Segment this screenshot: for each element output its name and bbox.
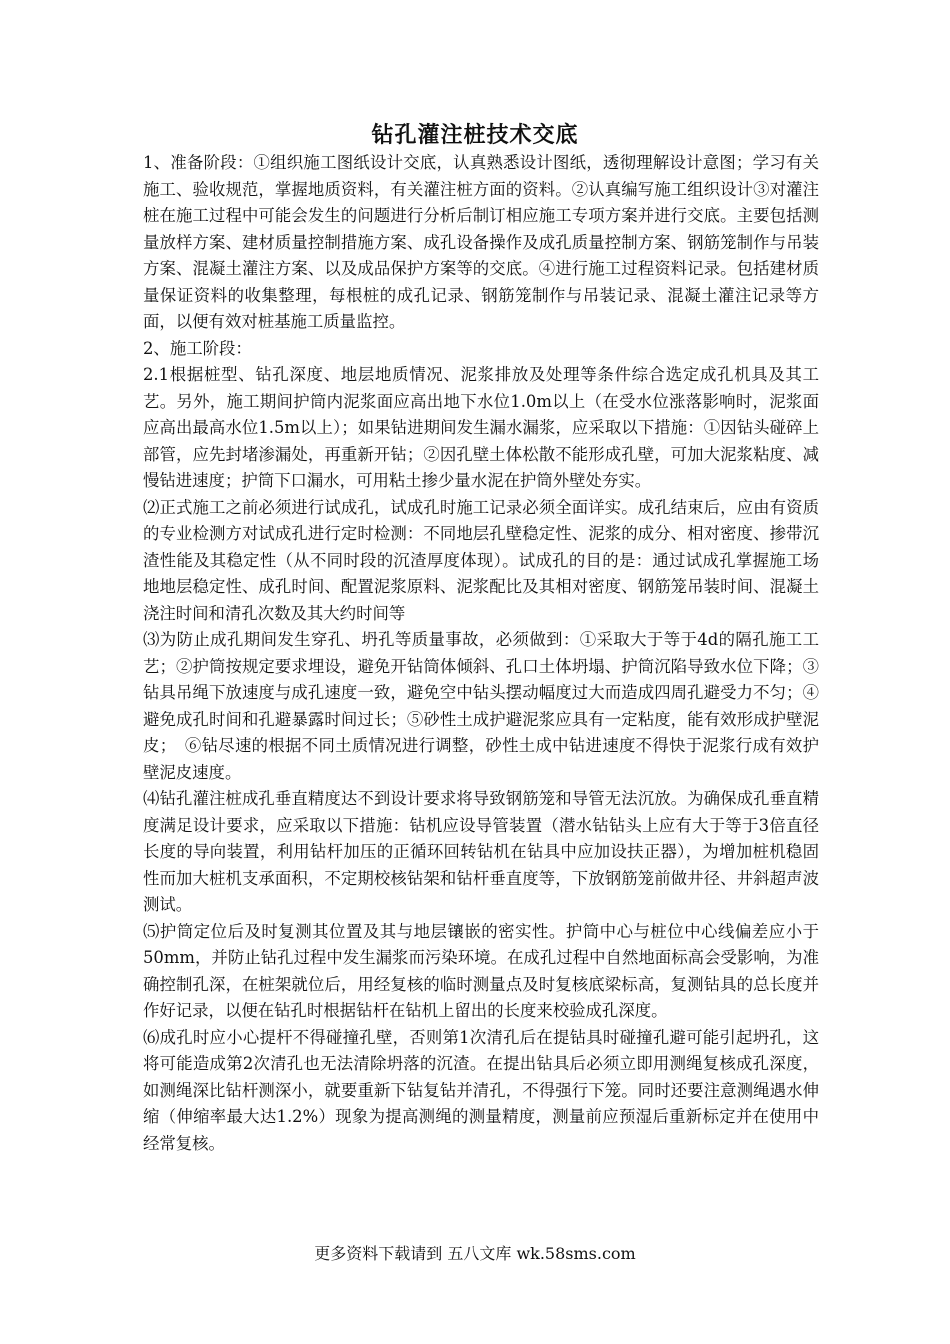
document-body bbox=[143, 150, 819, 1157]
paragraph-3-collapse-prevention: ⑶为防止成孔期间发生穿孔、坍孔等质量事故，必须做到：①采取大于等于4d的隔孔施工工艺；②护筒按规定要求埋设，避免开钻筒体倾斜、孔口土体坍塌、护筒沉陷导致水位下降；③钻具吊绳下放速度与成孔速度一致，避免空中钻头摆动幅度过大而造成四周孔避受力不匀；④避免成孔时间和孔避暴露时间过长；⑤砂性土成护避泥浆应具有一定粘度，能有效形成护壁泥皮； ⑥钻尽速的根据不同土质情况进行调整，砂性土成中钻进速度不得快于泥浆行成有效护壁泥皮速度。 bbox=[143, 630, 819, 782]
page-footer: 更多资料下载请到 五八文库 wk.58sms.com bbox=[314, 1244, 636, 1263]
paragraph-construction-stage-heading: 2、施工阶段： bbox=[143, 338, 252, 358]
document-title: 钻孔灌注桩技术交底 bbox=[371, 122, 579, 148]
paragraph-5-casing-position: ⑸护筒定位后及时复测其位置及其与地层镶嵌的密实性。护筒中心与桩位中心线偏差应小于50mm，并防止钻孔过程中发生漏浆而污染环境。在成孔过程中自然地面标高会受影响，为准确控制孔深，在桩架就位后，用经复核的临时测量点及时复核底梁标高，复测钻具的总长度并作好记录，以便在钻孔时根据钻杆在钻机上留出的长度来校验成孔深度。 bbox=[143, 921, 819, 1020]
paragraph-2-1-drilling-equipment: 2.1根据桩型、钻孔深度、地层地质情况、泥浆排放及处理等条件综合选定成孔机具及其工艺。另外，施工期间护筒内泥浆面应高出地下水位1.0m以上（在受水位涨落影响时，泥浆面应高出最高水位1.5m以上）；如果钻进期间发生漏水漏浆，应采取以下措施：①因钻头碰碎上部管，应先封堵渗漏处，再重新开钻；②因孔壁土体松散不能形成孔壁，可加大泥浆粘度、减慢钻进速度；护筒下口漏水，可用粘土掺少量水泥在护筒外壁处夯实。 bbox=[143, 365, 819, 490]
paragraph-preparation-stage: 1、准备阶段：①组织施工图纸设计交底，认真熟悉设计图纸，透彻理解设计意图；学习有关施工、验收规范，掌握地质资料，有关灌注桩方面的资料。②认真编写施工组织设计③对灌注桩在施工过程中可能会发生的问题进行分析后制订相应施工专项方案并进行交底。主要包括测量放样方案、建材质量控制措施方案、成孔设备操作及成孔质量控制方案、钢筋笼制作与吊装方案、混凝土灌注方案、以及成品保护方案等的交底。④进行施工过程资料记录。包括建材质量保证资料的收集整理，每根桩的成孔记录、钢筋笼制作与吊装记录、混凝土灌注记录等方面，以便有效对桩基施工质量监控。 bbox=[143, 153, 819, 331]
paragraph-2-trial-hole: ⑵正式施工之前必须进行试成孔，试成孔时施工记录必须全面详实。成孔结束后，应由有资质的专业检测方对试成孔进行定时检测：不同地层孔壁稳定性、泥浆的成分、相对密度、掺带沉渣性能及其稳定性（从不同时段的沉渣厚度体现）。试成孔的目的是：通过试成孔掌握施工场地地层稳定性、成孔时间、配置泥浆原料、泥浆配比及其相对密度、钢筋笼吊装时间、混凝土浇注时间和清孔次数及其大约时间等 bbox=[143, 497, 819, 623]
paragraph-6-hole-cleaning: ⑹成孔时应小心提杆不得碰撞孔壁，否则第1次清孔后在提钻具时碰撞孔避可能引起坍孔，这将可能造成第2次清孔也无法清除坍落的沉渣。在提出钻具后必须立即用测绳复核成孔深度，如测绳深比钻杆测深小，就要重新下钻复钻并清孔，不得强行下笼。同时还要注意测绳遇水伸缩（伸缩率最大达1.2%）现象为提高测绳的测量精度，测量前应预湿后重新标定并在使用中经常复核。 bbox=[143, 1027, 819, 1153]
paragraph-4-verticality: ⑷钻孔灌注桩成孔垂直精度达不到设计要求将导致钢筋笼和导管无法沉放。为确保成孔垂直精度满足设计要求，应采取以下措施：钻机应设导管装置（潜水钻钻头上应有大于等于3倍直径长度的导向装置，利用钻杆加压的正循环回转钻机在钻具中应加设扶正器），为增加桩机稳固性而加大桩机支承面积，不定期校核钻架和钻杆垂直度等，下放钢筋笼前做井径、井斜超声波测试。 bbox=[143, 789, 819, 914]
